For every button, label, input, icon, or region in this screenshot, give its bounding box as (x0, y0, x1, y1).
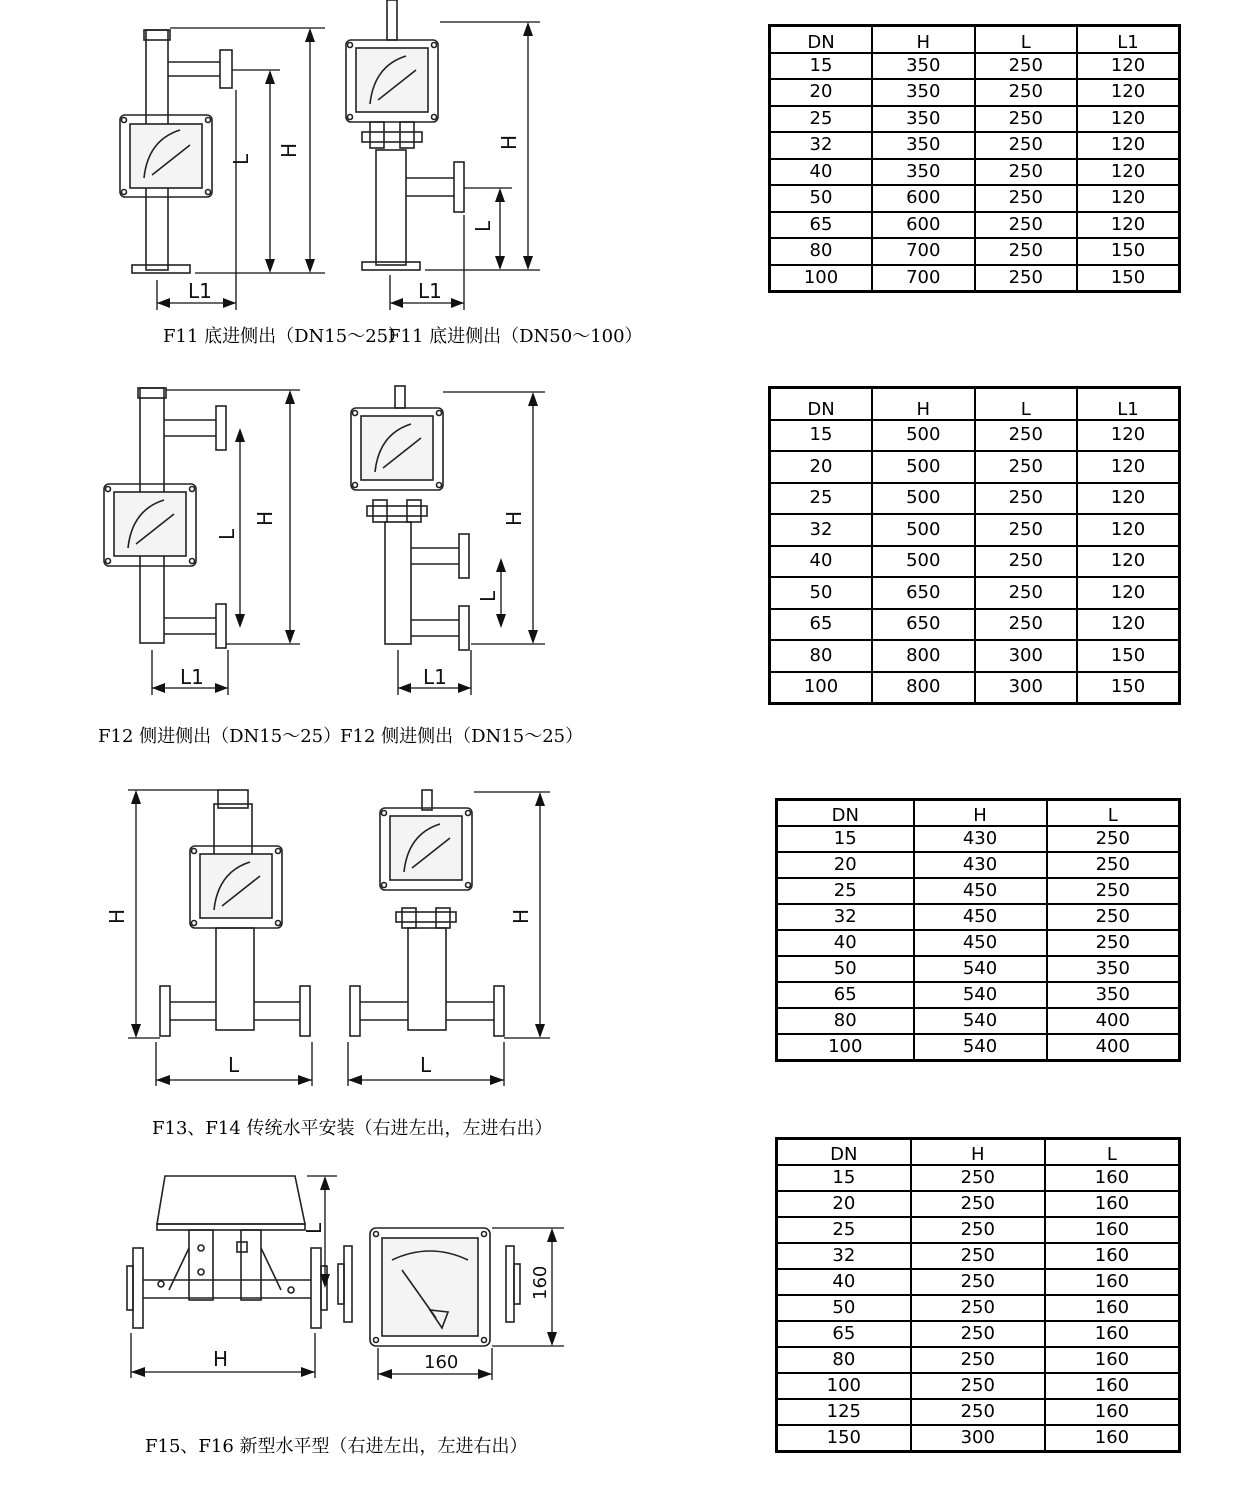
table-row (770, 106, 1180, 133)
dim-label-160-side: 160 (530, 1265, 551, 1300)
table-row (777, 1399, 1180, 1425)
table-row (777, 1269, 1180, 1295)
table-cell: 120 (1077, 420, 1180, 452)
table-cell: 120 (1077, 106, 1180, 133)
table-cell: 250 (975, 514, 1078, 546)
dim-label-l: L (229, 153, 253, 165)
dim-label-l: L (302, 1222, 326, 1234)
table-row (770, 238, 1180, 265)
table-cell: 80 (777, 1347, 911, 1373)
f15-drawing-front (338, 1220, 570, 1390)
dim-label-h: H (213, 1347, 229, 1371)
table-cell: 15 (770, 420, 873, 452)
dim-label-l1: L1 (180, 665, 204, 689)
dim-label-h: H (105, 908, 129, 924)
table-cell: 80 (777, 1008, 914, 1034)
table-cell: 450 (914, 878, 1047, 904)
caption-f13: F13、F14 传统水平安装（右进左出，左进右出） (152, 1118, 553, 1139)
table-cell: 250 (975, 212, 1078, 239)
table-row (770, 79, 1180, 106)
table-row (777, 1425, 1180, 1452)
table-header-cell: H (872, 26, 975, 53)
table-cell: 430 (914, 852, 1047, 878)
table-cell: 250 (975, 483, 1078, 515)
spec-table-f12 (768, 386, 1181, 705)
table-cell: 120 (1077, 212, 1180, 239)
table-cell: 350 (872, 132, 975, 159)
dim-label-l: L (228, 1053, 240, 1077)
table-cell: 25 (777, 1217, 911, 1243)
dim-label-l1: L1 (188, 279, 212, 303)
dim-label-h: H (502, 510, 526, 526)
dim-label-h: H (509, 908, 533, 924)
table-cell: 32 (770, 514, 873, 546)
table-cell: 250 (911, 1295, 1045, 1321)
table-cell: 450 (914, 930, 1047, 956)
table-cell: 120 (1077, 185, 1180, 212)
dim-label-h: H (497, 134, 521, 150)
table-header-cell: L (1047, 800, 1180, 827)
table-cell: 800 (872, 672, 975, 704)
table-row (777, 1295, 1180, 1321)
table-cell: 250 (975, 79, 1078, 106)
table-cell: 350 (872, 106, 975, 133)
table-header-cell: H (872, 388, 975, 420)
table-header-cell: DN (777, 800, 914, 827)
table-cell: 100 (770, 265, 873, 292)
table-cell: 32 (777, 1243, 911, 1269)
dim-label-l1: L1 (423, 665, 447, 689)
table-row (777, 1165, 1180, 1191)
dim-label-l: L (215, 528, 239, 540)
caption-f15: F15、F16 新型水平型（右进左出，左进右出） (145, 1436, 528, 1457)
table-cell: 120 (1077, 483, 1180, 515)
table-cell: 500 (872, 451, 975, 483)
table-cell: 350 (872, 53, 975, 80)
caption-f12-a: F12 侧进侧出（DN15～25） (98, 726, 342, 747)
table-cell: 250 (975, 451, 1078, 483)
caption-f12-b: F12 侧进侧出（DN15～25） (340, 726, 584, 747)
table-cell: 250 (975, 159, 1078, 186)
table-header-cell: DN (770, 388, 873, 420)
table-cell: 150 (1077, 672, 1180, 704)
table-row (777, 1034, 1180, 1061)
table-cell: 250 (975, 106, 1078, 133)
table-cell: 250 (911, 1347, 1045, 1373)
table-cell: 50 (777, 956, 914, 982)
table-row (777, 1191, 1180, 1217)
table-cell: 65 (770, 212, 873, 239)
table-header-row (777, 1139, 1180, 1166)
table-cell: 32 (770, 132, 873, 159)
table-cell: 25 (770, 483, 873, 515)
table-cell: 20 (770, 79, 873, 106)
dim-label-160-bottom: 160 (424, 1352, 459, 1373)
table-row (770, 212, 1180, 239)
table-cell: 600 (872, 185, 975, 212)
table-header-cell: L1 (1077, 388, 1180, 420)
table-header-cell: L (975, 26, 1078, 53)
table-cell: 250 (1047, 930, 1180, 956)
table-row (777, 826, 1180, 852)
table-cell: 540 (914, 982, 1047, 1008)
f15-drawing-side (125, 1168, 340, 1388)
table-cell: 250 (975, 420, 1078, 452)
f13-drawing-a (100, 780, 330, 1100)
table-cell: 250 (911, 1217, 1045, 1243)
table-header-cell: H (914, 800, 1047, 827)
caption-f11-b: F11 底进侧出（DN50～100） (388, 326, 643, 347)
table-cell: 500 (872, 514, 975, 546)
table-cell: 65 (770, 609, 873, 641)
table-cell: 120 (1077, 79, 1180, 106)
f13-drawing-b (340, 780, 560, 1100)
table-cell: 250 (975, 238, 1078, 265)
table-cell: 430 (914, 826, 1047, 852)
table-cell: 250 (911, 1243, 1045, 1269)
table-row (777, 1373, 1180, 1399)
table-cell: 15 (777, 826, 914, 852)
table-cell: 350 (1047, 982, 1180, 1008)
table-header-cell: L1 (1077, 26, 1180, 53)
table-row (770, 265, 1180, 292)
table-cell: 40 (770, 159, 873, 186)
dim-label-h: H (253, 510, 277, 526)
table-cell: 250 (975, 53, 1078, 80)
table-header-row (777, 800, 1180, 827)
table-cell: 250 (1047, 826, 1180, 852)
table-cell: 100 (770, 672, 873, 704)
table-cell: 250 (975, 265, 1078, 292)
table-cell: 400 (1047, 1008, 1180, 1034)
table-cell: 160 (1045, 1243, 1180, 1269)
table-row (770, 483, 1180, 515)
table-cell: 50 (777, 1295, 911, 1321)
table-cell: 65 (777, 1321, 911, 1347)
table-cell: 350 (1047, 956, 1180, 982)
spec-table-f11 (768, 24, 1181, 293)
table-row (777, 1243, 1180, 1269)
f12-drawing-a (100, 380, 310, 700)
table-cell: 120 (1077, 514, 1180, 546)
table-row (770, 546, 1180, 578)
table-cell: 150 (1077, 640, 1180, 672)
f12-drawing-b (345, 380, 555, 700)
spec-table-f13 (775, 798, 1181, 1062)
table-cell: 160 (1045, 1165, 1180, 1191)
f11-drawing-a (100, 0, 340, 320)
table-cell: 150 (777, 1425, 911, 1452)
table-cell: 100 (777, 1373, 911, 1399)
table-cell: 50 (770, 185, 873, 212)
table-cell: 650 (872, 609, 975, 641)
table-cell: 250 (1047, 852, 1180, 878)
table-row (770, 159, 1180, 186)
table-cell: 500 (872, 420, 975, 452)
spec-table-f15 (775, 1137, 1181, 1453)
table-cell: 300 (975, 640, 1078, 672)
table-cell: 250 (911, 1165, 1045, 1191)
table-cell: 250 (911, 1269, 1045, 1295)
dim-label-l: L (476, 590, 500, 602)
table-cell: 32 (777, 904, 914, 930)
table-header-cell: L (1045, 1139, 1180, 1166)
table-cell: 300 (911, 1425, 1045, 1452)
table-row (770, 185, 1180, 212)
table-row (770, 132, 1180, 159)
table-row (777, 982, 1180, 1008)
table-row (770, 640, 1180, 672)
table-cell: 250 (975, 546, 1078, 578)
table-cell: 700 (872, 265, 975, 292)
table-cell: 120 (1077, 159, 1180, 186)
table-row (777, 1347, 1180, 1373)
table-cell: 250 (911, 1399, 1045, 1425)
table-cell: 540 (914, 1034, 1047, 1061)
table-cell: 160 (1045, 1269, 1180, 1295)
table-cell: 15 (770, 53, 873, 80)
table-cell: 120 (1077, 577, 1180, 609)
table-cell: 120 (1077, 546, 1180, 578)
table-cell: 250 (1047, 878, 1180, 904)
table-cell: 250 (975, 609, 1078, 641)
table-cell: 400 (1047, 1034, 1180, 1061)
table-cell: 350 (872, 79, 975, 106)
table-cell: 540 (914, 1008, 1047, 1034)
table-cell: 160 (1045, 1347, 1180, 1373)
table-cell: 120 (1077, 609, 1180, 641)
table-cell: 150 (1077, 265, 1180, 292)
table-cell: 150 (1077, 238, 1180, 265)
table-header-row (770, 388, 1180, 420)
table-cell: 250 (1047, 904, 1180, 930)
table-row (777, 930, 1180, 956)
table-cell: 500 (872, 546, 975, 578)
table-header-cell: H (911, 1139, 1045, 1166)
table-row (770, 609, 1180, 641)
table-cell: 160 (1045, 1217, 1180, 1243)
dim-label-l: L (471, 220, 495, 232)
table-header-cell: DN (777, 1139, 911, 1166)
table-cell: 160 (1045, 1373, 1180, 1399)
table-cell: 250 (975, 577, 1078, 609)
table-cell: 20 (770, 451, 873, 483)
table-cell: 300 (975, 672, 1078, 704)
table-cell: 160 (1045, 1295, 1180, 1321)
table-cell: 20 (777, 1191, 911, 1217)
table-cell: 650 (872, 577, 975, 609)
table-row (777, 852, 1180, 878)
table-row (777, 904, 1180, 930)
table-header-cell: DN (770, 26, 873, 53)
table-cell: 80 (770, 238, 873, 265)
table-cell: 160 (1045, 1321, 1180, 1347)
table-cell: 15 (777, 1165, 911, 1191)
f11-drawing-b (340, 0, 560, 320)
table-row (770, 514, 1180, 546)
table-cell: 120 (1077, 53, 1180, 80)
table-row (777, 878, 1180, 904)
table-cell: 160 (1045, 1399, 1180, 1425)
table-row (777, 956, 1180, 982)
dim-label-l1: L1 (418, 279, 442, 303)
table-header-row (770, 26, 1180, 53)
table-cell: 40 (777, 930, 914, 956)
table-cell: 80 (770, 640, 873, 672)
table-cell: 50 (770, 577, 873, 609)
table-row (770, 672, 1180, 704)
table-row (777, 1217, 1180, 1243)
table-row (770, 451, 1180, 483)
table-header-cell: L (975, 388, 1078, 420)
table-row (777, 1321, 1180, 1347)
table-cell: 600 (872, 212, 975, 239)
table-cell: 65 (777, 982, 914, 1008)
table-cell: 125 (777, 1399, 911, 1425)
table-cell: 20 (777, 852, 914, 878)
table-cell: 250 (975, 132, 1078, 159)
caption-f11-a: F11 底进侧出（DN15～25） (163, 326, 407, 347)
table-cell: 160 (1045, 1191, 1180, 1217)
dim-label-l: L (420, 1053, 432, 1077)
table-cell: 540 (914, 956, 1047, 982)
table-cell: 800 (872, 640, 975, 672)
table-cell: 120 (1077, 451, 1180, 483)
table-cell: 250 (911, 1321, 1045, 1347)
table-cell: 40 (770, 546, 873, 578)
dim-label-h: H (277, 142, 301, 158)
table-cell: 250 (911, 1191, 1045, 1217)
table-cell: 100 (777, 1034, 914, 1061)
table-row (770, 420, 1180, 452)
table-row (770, 53, 1180, 80)
table-cell: 450 (914, 904, 1047, 930)
table-row (770, 577, 1180, 609)
table-cell: 250 (975, 185, 1078, 212)
table-row (777, 1008, 1180, 1034)
table-cell: 25 (770, 106, 873, 133)
table-cell: 160 (1045, 1425, 1180, 1452)
table-cell: 500 (872, 483, 975, 515)
table-cell: 40 (777, 1269, 911, 1295)
table-cell: 250 (911, 1373, 1045, 1399)
table-cell: 25 (777, 878, 914, 904)
table-cell: 120 (1077, 132, 1180, 159)
table-cell: 700 (872, 238, 975, 265)
table-cell: 350 (872, 159, 975, 186)
